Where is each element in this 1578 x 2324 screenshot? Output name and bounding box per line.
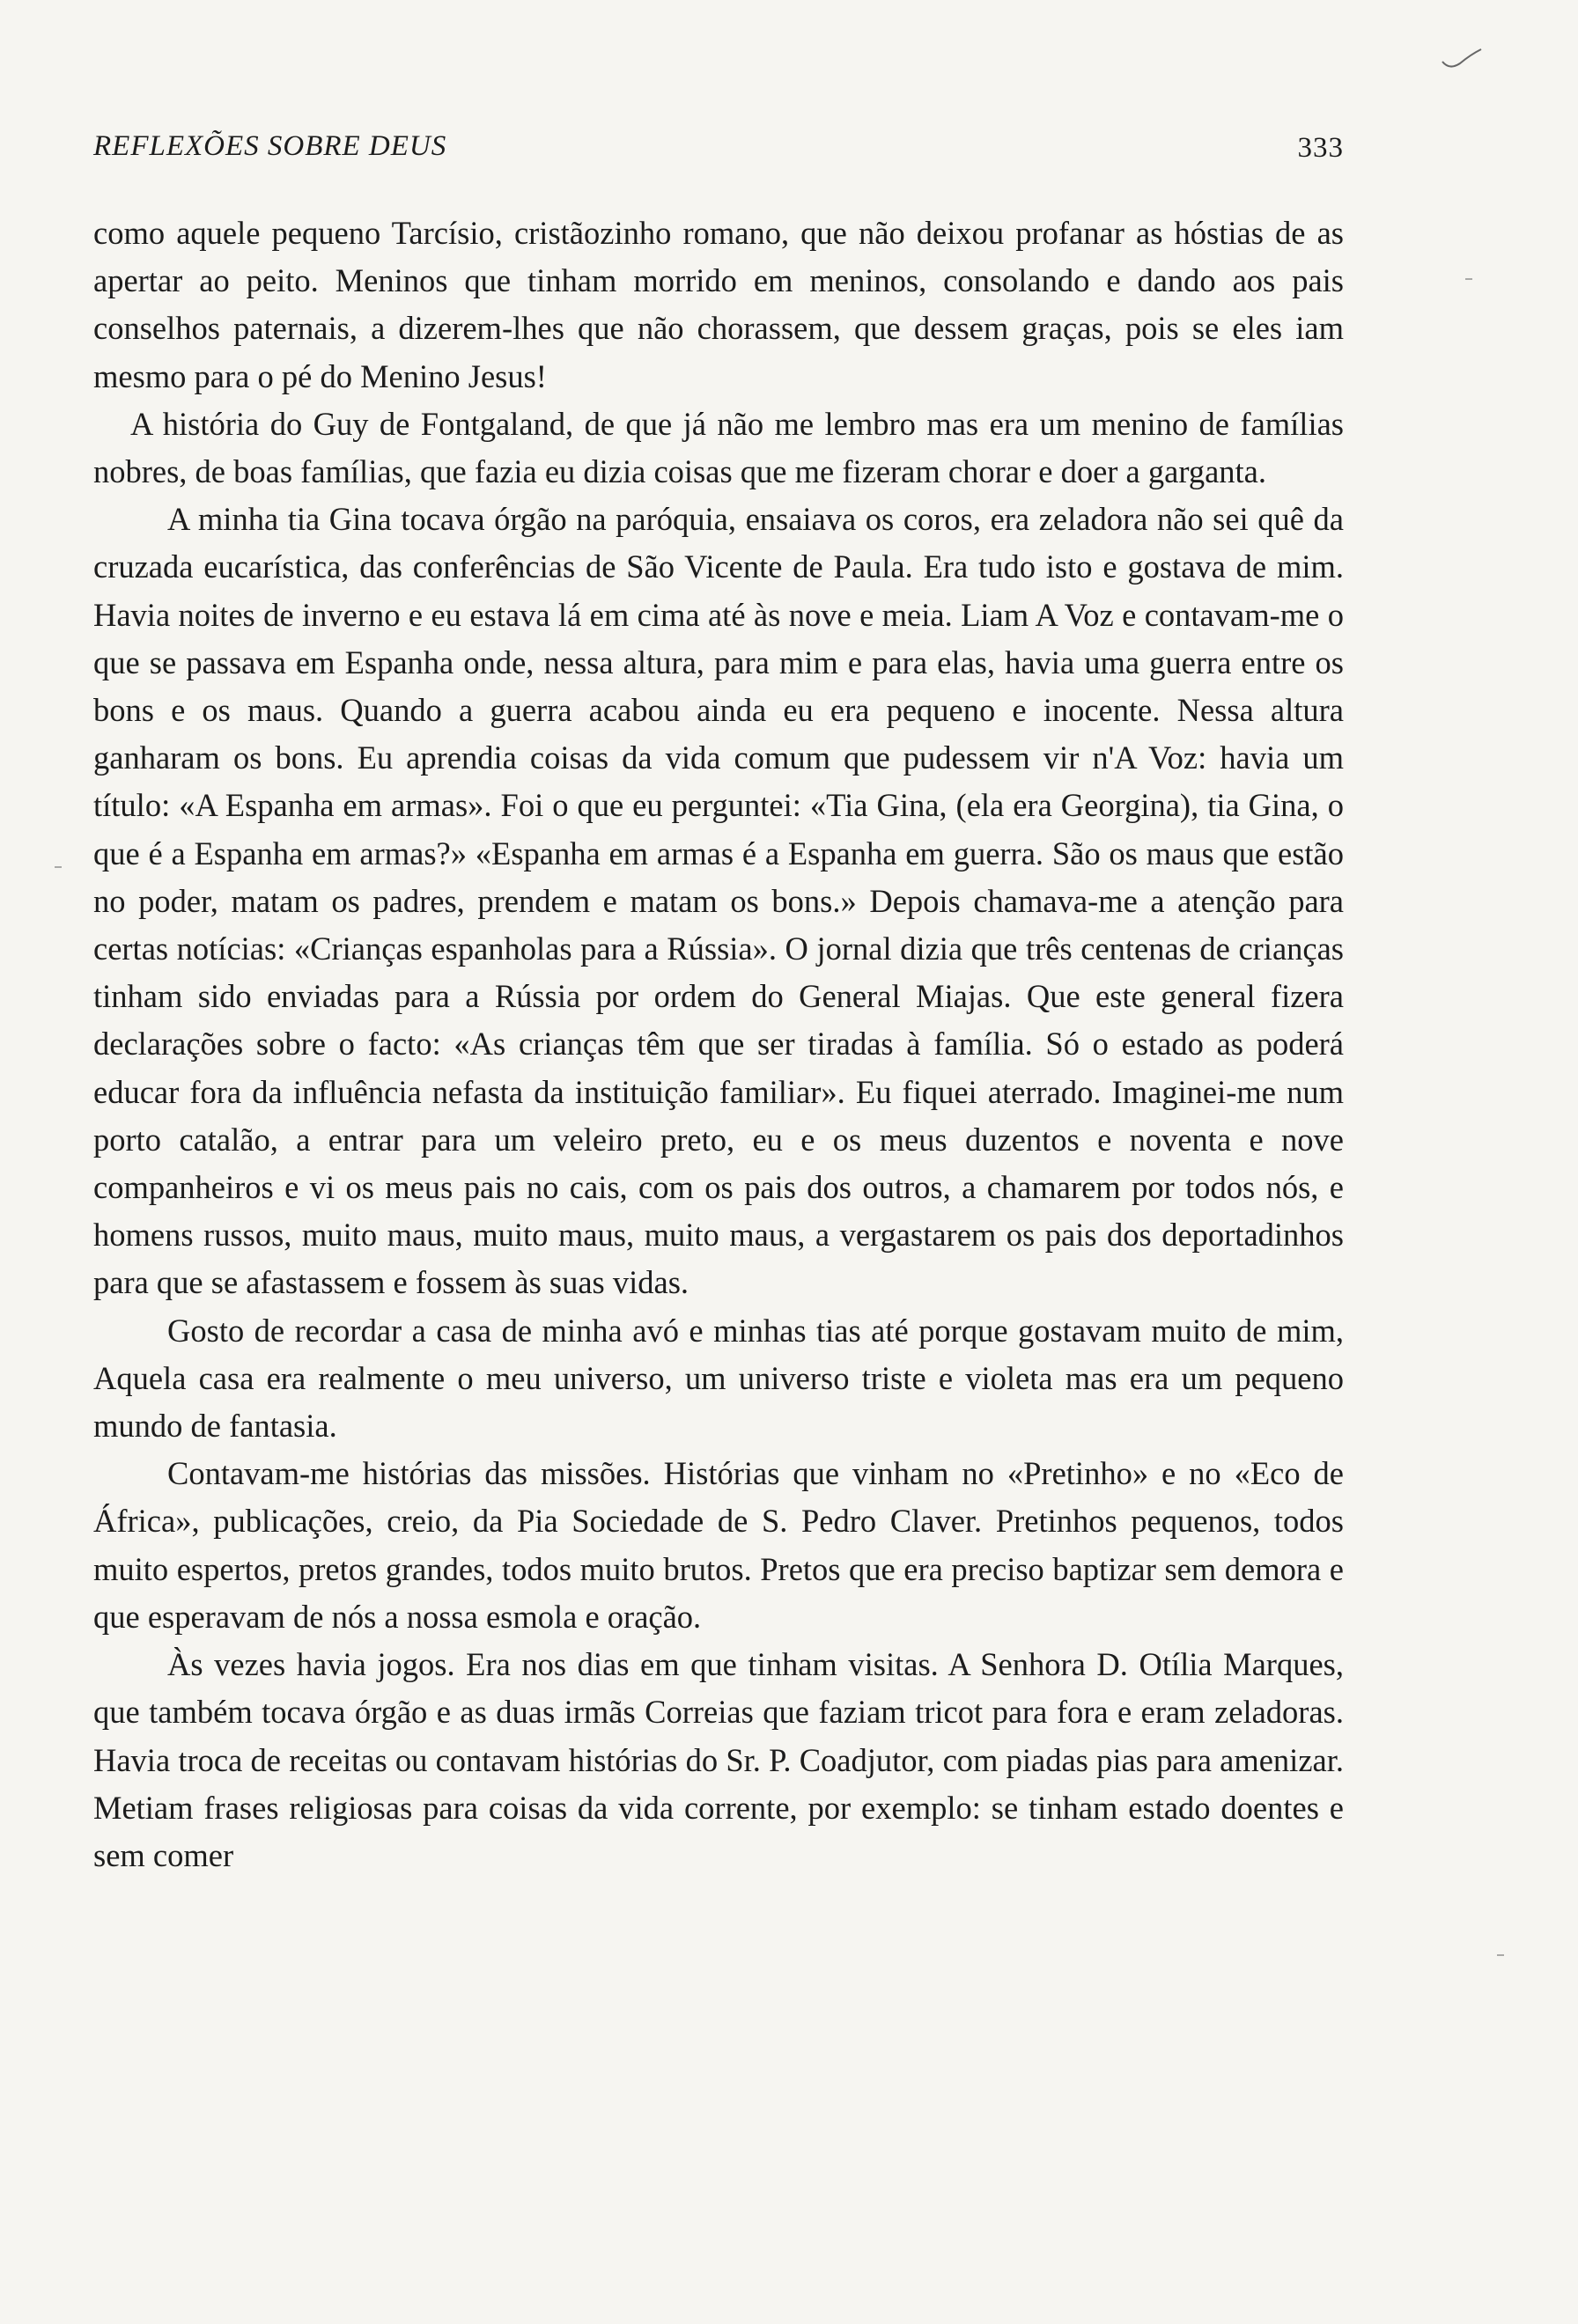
pencil-mark-icon: [1441, 46, 1485, 72]
paragraph-3: A minha tia Gina tocava órgão na paróquia, ensaiava os coros, era zeladora não sei quê da cruzada eucarística, das conferências de São Vicente de Paula. Era tudo isto e gostava de mim. Havia noites de inverno e eu estava lá em cima até às nove e meia. Liam A Voz e contavam-me o que se passava em Espanha onde, nessa altura, para mim e para elas, havia uma guerra entre os bons e os maus. Quando a guerra acabou ainda eu era pequeno e inocente. Nessa altura ganharam os bons. Eu aprendia coisas da vida comum que pudessem vir n'A Voz: havia um título: «A Espanha em armas». Foi o que eu perguntei: «Tia Gina, (ela era Georgina), tia Gina, o que é a Espanha em armas?» «Espanha em armas é a Espanha em guerra. São os maus que estão no poder, matam os padres, prendem e matam os bons.» Depois chamava-me a atenção para certas notícias: «Crianças espanholas para a Rússia». O jornal dizia que três centenas de crianças tinham sido enviadas para a Rússia por ordem do General Miajas. Que este general fizera declarações sobre o facto: «As crianças têm que ser tiradas à família. Só o estado as poderá educar fora da influência nefasta da instituição familiar». Eu fiquei aterrado. Imaginei-me num porto catalão, a entrar para um veleiro preto, eu e os meus duzentos e noventa e nove companheiros e vi os meus pais no cais, com os pais dos outros, a chamarem por todos nós, e homens russos, muito maus, muito maus, muito maus, a vergastarem os pais dos deportadinhos para que se afastassem e fossem às suas vidas.: [93, 501, 1344, 1301]
paragraph-6: Às vezes havia jogos. Era nos dias em que tinham visitas. A Senhora D. Otília Marques, que também tocava órgão e as duas irmãs Correias que faziam tricot para fora e eram zeladoras. Havia troca de receitas ou contavam histórias do Sr. P. Coadjutor, com piadas pias para amenizar. Metiam frases religiosas para coisas da vida corrente, por exemplo: se tinham estado doentes e sem comer: [93, 1646, 1344, 1873]
paragraph-4: Gosto de recordar a casa de minha avó e minhas tias até porque gostavam muito de mim, Aquela casa era realmente o meu universo, um universo triste e violeta mas era um pequeno mundo de fantasia.: [93, 1312, 1344, 1445]
paragraph-1: como aquele pequeno Tarcísio, cristãozinho romano, que não deixou profanar as hóstias de as apertar ao peito. Meninos que tinham morrido em meninos, consolando e dando aos pais conselhos paternais, a dizerem-lhes que não chorassem, que dessem graças, pois se eles iam mesmo para o pé do Menino Jesus!: [93, 215, 1344, 394]
scan-speck: [1497, 1954, 1504, 1956]
scan-speck: [1465, 278, 1472, 280]
body-text: [93, 210, 1344, 1879]
paragraph-5: Contavam-me histórias das missões. Histórias que vinham no «Pretinho» e no «Eco de África», publicações, creio, da Pia Sociedade de S. Pedro Claver. Pretinhos pequenos, todos muito espertos, pretos grandes, todos muito brutos. Pretos que era preciso baptizar sem demora e que esperavam de nós a nossa esmola e oração.: [93, 1455, 1344, 1635]
page-header: [93, 130, 1344, 174]
paragraph-2: A história do Guy de Fontgaland, de que já não me lembro mas era um menino de famílias nobres, de boas famílias, que fazia eu dizia coisas que me fizeram chorar e doer a garganta.: [93, 405, 1344, 490]
scan-speck: [55, 866, 62, 868]
page-number: 333: [1297, 132, 1344, 164]
running-title: REFLEXÕES SOBRE DEUS: [93, 130, 447, 162]
